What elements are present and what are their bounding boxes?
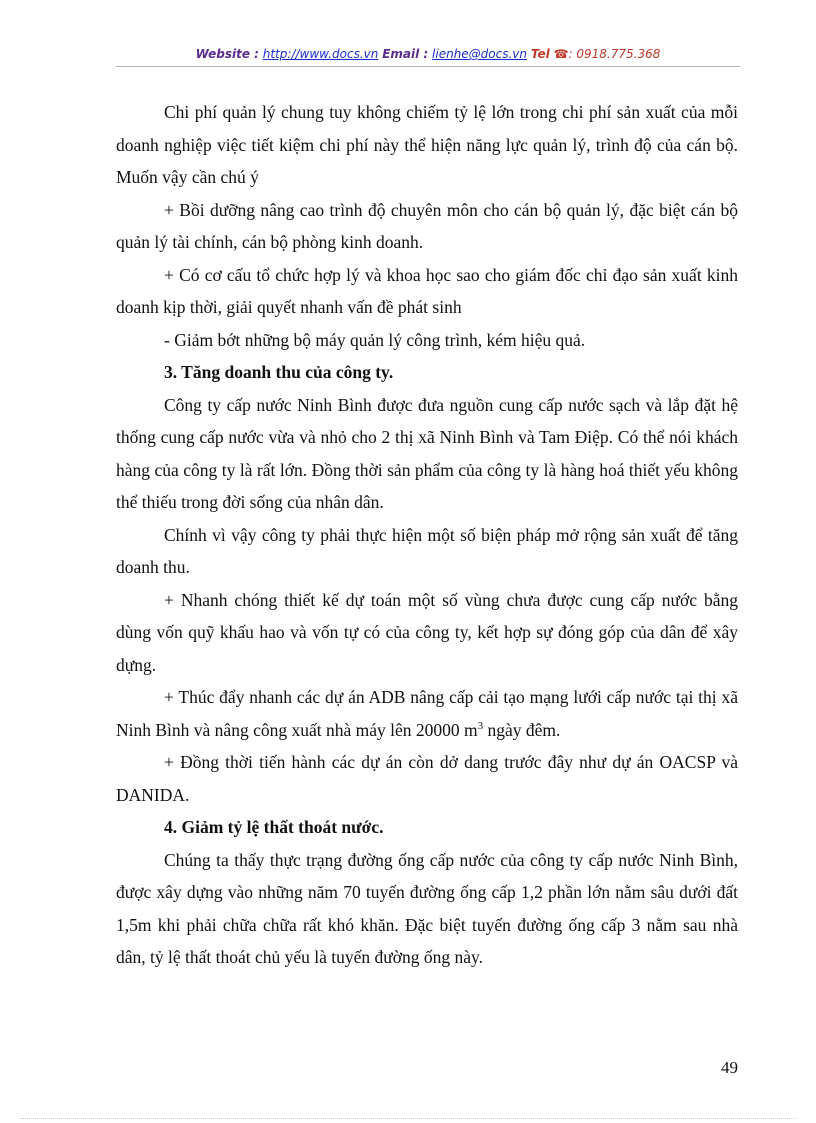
tel-label: Tel [530, 47, 550, 61]
section-heading: 4. Giảm tỷ lệ thất thoát nước. [164, 817, 384, 837]
superscript: 3 [477, 719, 484, 732]
page-number: 49 [721, 1058, 738, 1077]
paragraph [116, 681, 738, 746]
website-label: Website : [195, 47, 259, 61]
section-heading: 3. Tăng doanh thu của công ty. [164, 362, 394, 382]
paragraph: Chúng ta thấy thực trạng đường ống cấp nước của công ty cấp nước Ninh Bình, được xây dựng vào những năm 70 tuyến đường ống cấp 1,2 phần lớn nằm sâu dưới đất 1,5m khi phải chữa chữa rất khó khăn. Đặc biệt tuyến đường ống cấp 3 nằm sau nhà dân, tỷ lệ thất thoát chủ yếu là tuyến đường ống này. [116, 849, 738, 967]
header-divider [116, 66, 740, 67]
paragraph: + Bồi dưỡng nâng cao trình độ chuyên môn cho cán bộ quản lý, đặc biệt cán bộ quản lý tài chính, cán bộ phòng kinh doanh. [116, 199, 738, 252]
email-label: Email : [382, 47, 429, 61]
paragraph: + Đồng thời tiến hành các dự án còn dở dang trước đây như dự án OACSP và DANIDA. [116, 752, 738, 805]
paragraph: Chi phí quản lý chung tuy không chiếm tỷ lệ lớn trong chi phí sản xuất của mỗi doanh nghiệp việc tiết kiệm chi phí này thể hiện năng lực quản lý, trình độ của cán bộ. Muốn vậy cần chú ý [116, 102, 738, 187]
paragraph: Chính vì vậy công ty phải thực hiện một số biện pháp mở rộng sản xuất để tăng doanh thu. [116, 524, 738, 577]
paragraph: + Nhanh chóng thiết kế dự toán một số vùng chưa được cung cấp nước bằng dùng vốn quỹ khấu hao và vốn tự có của công ty, kết hợp sự đóng góp của dân để xây dựng. [116, 589, 738, 675]
page-header [116, 47, 740, 61]
email-link[interactable]: lienhe@docs.vn [432, 47, 528, 61]
paragraph-text: ngày đêm. [483, 719, 561, 740]
document-body [116, 96, 738, 974]
website-link[interactable]: http://www.docs.vn [262, 47, 379, 61]
paragraph: Công ty cấp nước Ninh Bình được đưa nguồn cung cấp nước sạch và lắp đặt hệ thống cung cấp nước vừa và nhỏ cho 2 thị xã Ninh Bình và Tam Điệp. Có thể nói khách hàng của công ty là rất lớn. Đồng thời sản phẩm của công ty là hàng hoá thiết yếu không thể thiếu trong đời sống của nhân dân. [116, 394, 738, 512]
phone-icon: ☎ [553, 47, 569, 61]
paragraph-text: + Thúc đẩy nhanh các dự án ADB nâng cấp cải tạo mạng lưới cấp nước tại thị xã Ninh Bình và nâng công xuất nhà máy lên 20000 m [116, 687, 738, 740]
paragraph: + Có cơ cấu tổ chức hợp lý và khoa học sao cho giám đốc chỉ đạo sản xuất kinh doanh kịp thời, giải quyết nhanh vấn đề phát sinh [116, 264, 738, 317]
paragraph: - Giảm bớt những bộ máy quản lý công trình, kém hiệu quả. [164, 329, 586, 350]
footer-divider [20, 1118, 796, 1119]
tel-number: : 0918.775.368 [568, 47, 661, 61]
